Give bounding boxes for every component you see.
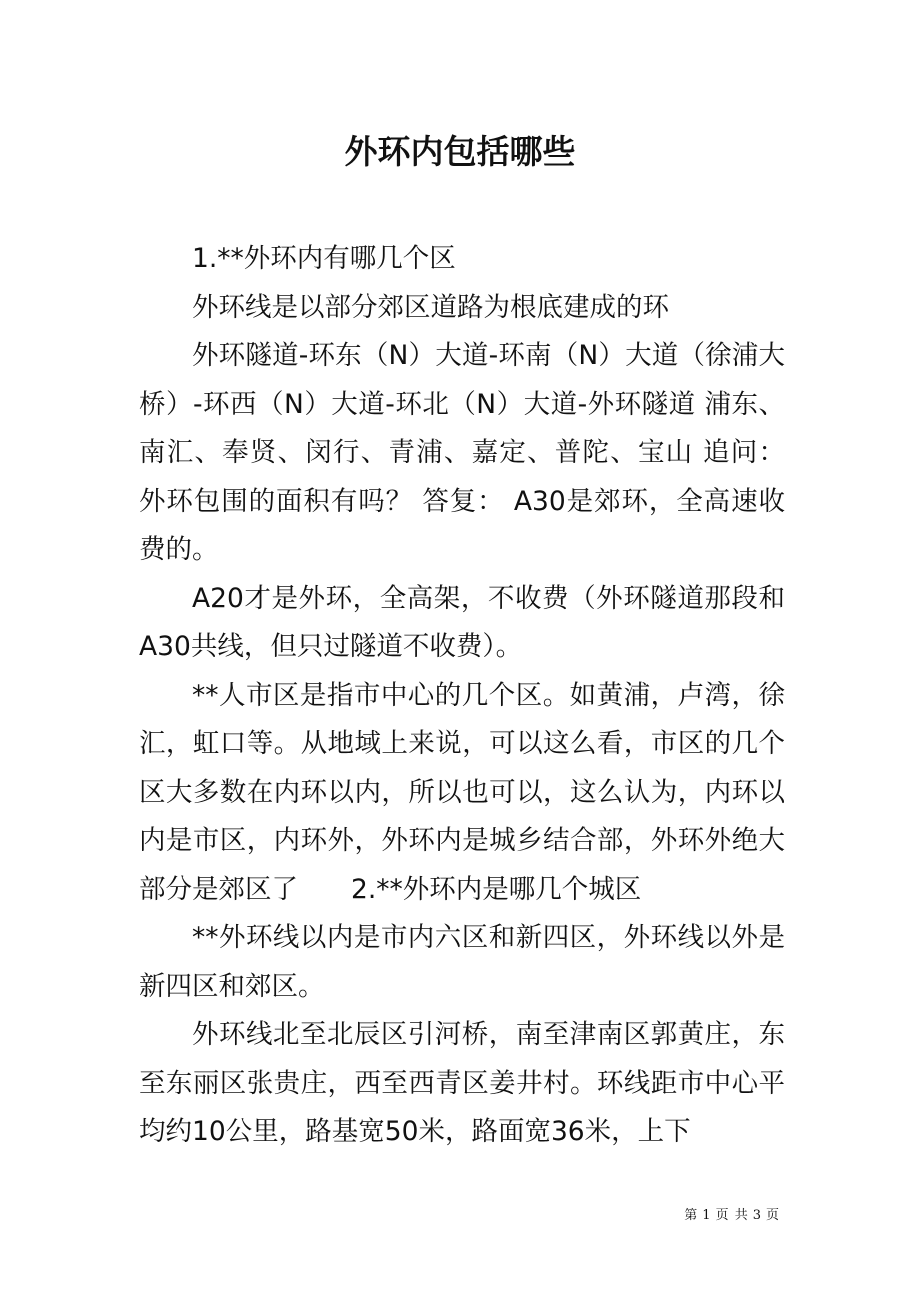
- paragraph-7: 外环线北至北辰区引河桥，南至津南区郭黄庄，东至东丽区张贵庄，西至西青区姜井村。环线距市中心平均约10公里，路基宽50米，路面宽36米，上下: [139, 1019, 785, 1147]
- document-title: 外环内包括哪些: [344, 132, 576, 171]
- footer-middle: 页 共: [715, 1208, 749, 1223]
- document-body: [139, 235, 785, 1157]
- page-footer: [0, 1206, 782, 1226]
- paragraph-5: **人市区是指市中心的几个区。如黄浦，卢湾，徐汇，虹口等。从地域上来说，可以这么看，市区的几个区大多数在内环以内，所以也可以，这么认为，内环以内是市区，内环外，外环内是城乡结合部，外环外绝大部分是郊区了 2.**外环内是哪几个城区: [139, 679, 785, 905]
- paragraph-3: 外环隧道-环东（N）大道-环南（N）大道（徐浦大桥）-环西（N）大道-环北（N）大道-外环隧道 浦东、南汇、奉贤、闵行、青浦、嘉定、普陀、宝山 追问： 外环包围的面积有吗？ 答复： A30是郊环，全高速收费的。: [139, 340, 785, 565]
- paragraph-6: **外环线以内是市内六区和新四区，外环线以外是新四区和郊区。: [139, 922, 785, 1002]
- paragraph-2: 外环线是以部分郊区道路为根底建成的环: [192, 291, 669, 323]
- paragraph-4: A20才是外环，全高架，不收费（外环隧道那段和A30共线，但只过隧道不收费）。: [139, 582, 785, 662]
- footer-suffix: 页: [765, 1208, 780, 1223]
- paragraph-1: 1.**外环内有哪几个区: [192, 243, 456, 274]
- footer-prefix: 第: [684, 1208, 699, 1223]
- footer-current-page: 1: [702, 1208, 712, 1223]
- footer-total-pages: 3: [752, 1208, 762, 1223]
